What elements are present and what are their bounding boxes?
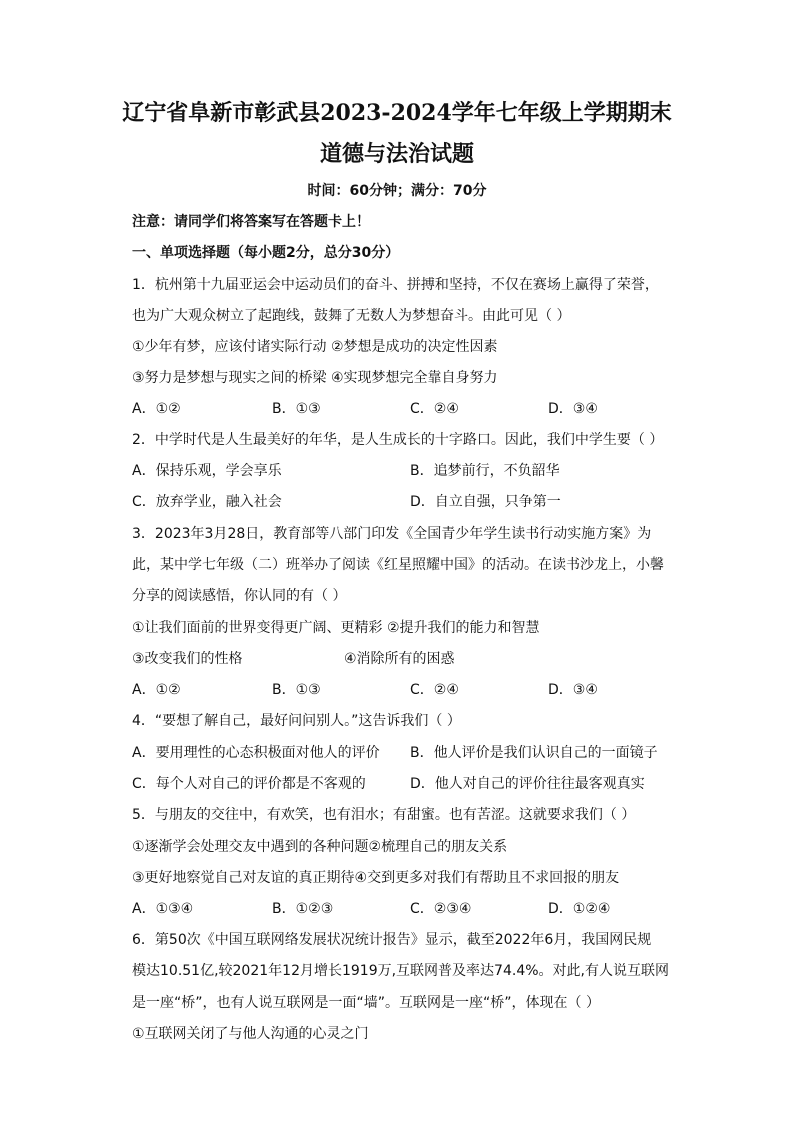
q2-option-d[interactable]: D．自立自强，只争第一 [410, 494, 561, 510]
q5-option-c[interactable]: C．②③④ [410, 901, 472, 917]
exam-title-line2: 道德与法治试题 [319, 141, 474, 167]
q3-stem-line1: 3．2023年3月28日，教育部等八部门印发《全国青少年学生读书行动实施方案》为 [132, 526, 652, 542]
q3-option-b[interactable]: B．①③ [272, 682, 321, 698]
q5-option-d[interactable]: D．①②④ [548, 901, 611, 917]
section-heading: 一、单项选择题（每小题2分，总分30分） [132, 245, 400, 261]
q1-option-d[interactable]: D．③④ [548, 401, 598, 417]
q1-statement-1: ①少年有梦，应该付诸实际行动 ②梦想是成功的决定性因素 [132, 339, 498, 355]
q2-option-b[interactable]: B．追梦前行，不负韶华 [410, 463, 560, 479]
exam-title-line1: 辽宁省阜新市彰武县2023-2024学年七年级上学期期末 [122, 100, 672, 126]
q2-stem: 2．中学时代是人生最美好的年华，是人生成长的十字路口。因此，我们中学生要（ ） [132, 432, 664, 448]
q2-option-a[interactable]: A．保持乐观，学会享乐 [132, 463, 282, 479]
q4-option-b[interactable]: B．他人评价是我们认识自己的一面镜子 [410, 745, 658, 761]
q3-option-c[interactable]: C．②④ [410, 682, 459, 698]
q6-stem-line2: 模达10.51亿,较2021年12月增长1919万,互联网普及率达74.4%。对此,有人说互联网 [132, 963, 669, 979]
q6-stem-line3: 是一座“桥”，也有人说互联网是一面“墙”。互联网是一座“桥”，体现在（ ） [132, 995, 600, 1011]
q1-statement-2: ③努力是梦想与现实之间的桥梁 ④实现梦想完全靠自身努力 [132, 370, 498, 386]
q4-option-c[interactable]: C．每个人对自己的评价都是不客观的 [132, 776, 366, 792]
notice: 注意：请同学们将答案写在答题卡上！ [132, 214, 370, 230]
q6-stem-line1: 6．第50次《中国互联网络发展状况统计报告》显示，截至2022年6月，我国网民规 [132, 932, 652, 948]
q3-statement-3: ③改变我们的性格 [132, 651, 243, 667]
q5-stem: 5．与朋友的交往中，有欢笑，也有泪水；有甜蜜。也有苦涩。这就要求我们（ ） [132, 807, 636, 823]
q6-statement-1: ①互联网关闭了与他人沟通的心灵之门 [132, 1026, 369, 1042]
exam-meta: 时间：60分钟；满分：70分 [307, 183, 487, 199]
q4-option-d[interactable]: D．他人对自己的评价往往最客观真实 [410, 776, 645, 792]
q5-statement-1: ①逐渐学会处理交友中遇到的各种问题②梳理自己的朋友关系 [132, 839, 508, 855]
q3-stem-line3: 分享的阅读感悟，你认同的有（ ） [132, 588, 347, 604]
q5-option-b[interactable]: B．①②③ [272, 901, 334, 917]
q1-option-c[interactable]: C．②④ [410, 401, 459, 417]
q3-option-a[interactable]: A．①② [132, 682, 181, 698]
q5-option-a[interactable]: A．①③④ [132, 901, 194, 917]
q3-stem-line2: 此，某中学七年级（二）班举办了阅读《红星照耀中国》的活动。在读书沙龙上，小馨 [132, 557, 664, 573]
q3-statement-1: ①让我们面前的世界变得更广阔、更精彩 ②提升我们的能力和智慧 [132, 620, 540, 636]
q1-option-a[interactable]: A．①② [132, 401, 181, 417]
q1-stem-line2: 也为广大观众树立了起跑线，鼓舞了无数人为梦想奋斗。由此可见（ ） [132, 308, 571, 324]
q4-stem: 4．“要想了解自己，最好问问别人。”这告诉我们（ ） [132, 713, 461, 729]
q4-option-a[interactable]: A．要用理性的心态积极面对他人的评价 [132, 745, 380, 761]
q1-stem-line1: 1．杭州第十九届亚运会中运动员们的奋斗、拼搏和坚持，不仅在赛场上赢得了荣誉， [132, 277, 659, 293]
q3-option-d[interactable]: D．③④ [548, 682, 598, 698]
q1-option-b[interactable]: B．①③ [272, 401, 321, 417]
q2-option-c[interactable]: C．放弃学业，融入社会 [132, 494, 282, 510]
q5-statement-2: ③更好地察觉自己对友谊的真正期待④交到更多对我们有帮助且不求回报的朋友 [132, 870, 620, 886]
q3-statement-4: ④消除所有的困惑 [344, 651, 455, 667]
